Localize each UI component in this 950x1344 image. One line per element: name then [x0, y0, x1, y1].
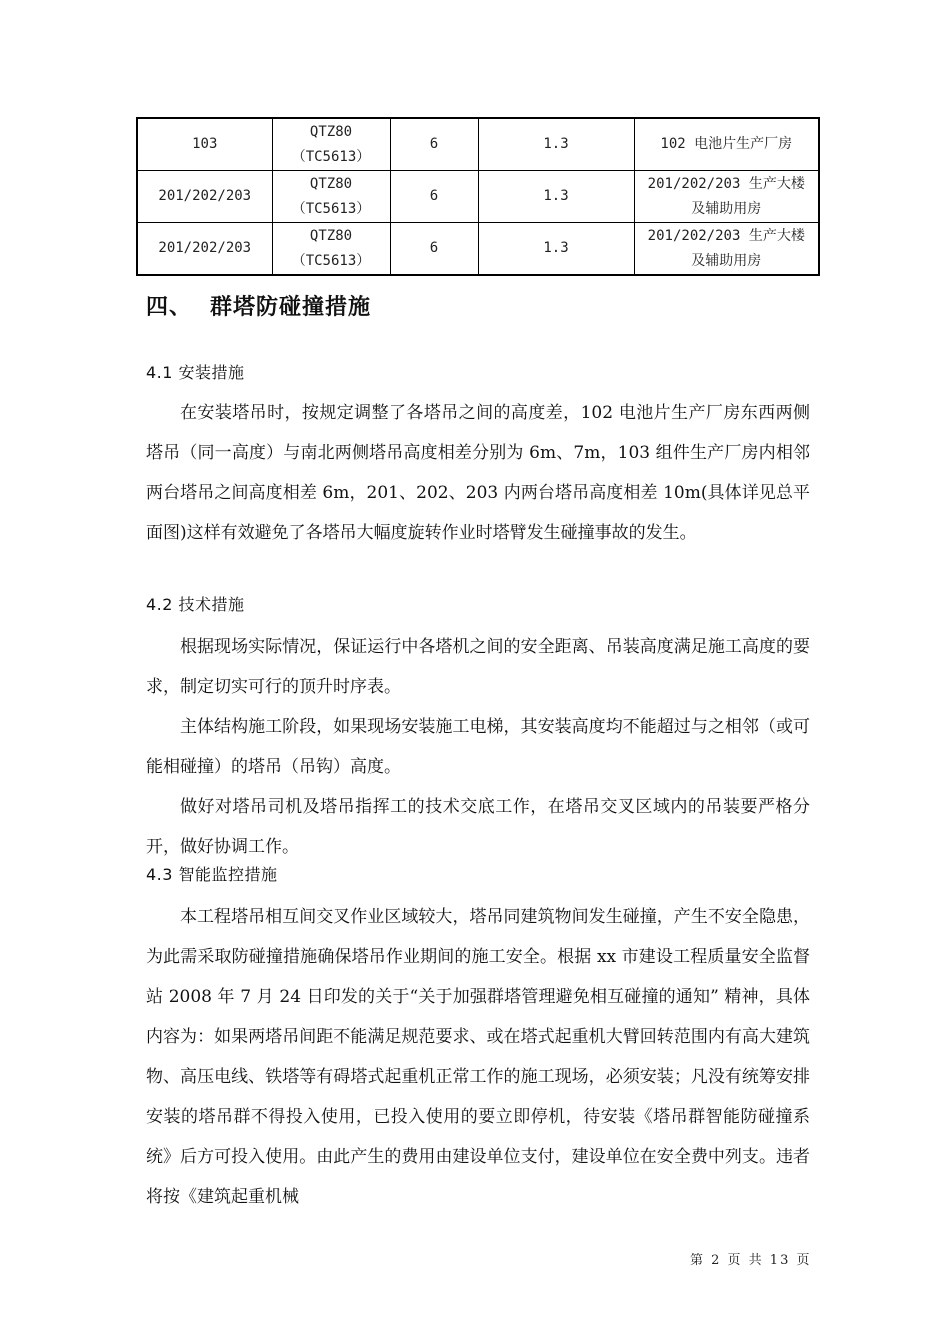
cell-id: 201/202/203	[137, 171, 272, 223]
use-line: 201/202/203 生产大楼	[647, 175, 805, 192]
cell-qty: 6	[390, 118, 478, 171]
table-row	[137, 118, 819, 171]
crane-table	[136, 117, 820, 276]
section-number: 四、	[146, 295, 193, 320]
cell-value: 1.3	[478, 118, 634, 171]
use-line: 及辅助用房	[691, 252, 762, 269]
model-code: （TC5613）	[291, 200, 371, 217]
section-title: 群塔防碰撞措施	[210, 295, 372, 320]
cell-value: 1.3	[478, 171, 634, 223]
cell-use	[634, 171, 819, 223]
section-heading	[146, 290, 371, 321]
paragraph-tech-1: 根据现场实际情况，保证运行中各塔机之间的安全距离、吊装高度满足施工高度的要求，制定切实可行的顶升时序表。	[146, 637, 810, 697]
subsection-title-4-1: 4.1 安装措施	[146, 363, 245, 382]
cell-use	[634, 223, 819, 276]
cell-qty: 6	[390, 223, 478, 276]
use-line: 及辅助用房	[691, 200, 762, 217]
cell-id: 103	[137, 118, 272, 171]
cell-model	[272, 223, 390, 276]
paragraph-tech-3: 做好对塔吊司机及塔吊指挥工的技术交底工作，在塔吊交叉区域内的吊装要严格分开，做好协调工作。	[146, 797, 810, 857]
cell-qty: 6	[390, 171, 478, 223]
use-line: 201/202/203 生产大楼	[647, 227, 805, 244]
cell-use	[634, 118, 819, 171]
table-row	[137, 223, 819, 276]
table-row	[137, 171, 819, 223]
model-name: QTZ80	[309, 175, 353, 192]
subsection-title-4-2: 4.2 技术措施	[146, 595, 245, 614]
cell-value: 1.3	[478, 223, 634, 276]
page-footer: 第 2 页 共 13 页	[690, 1253, 812, 1268]
cell-model	[272, 171, 390, 223]
cell-id: 201/202/203	[137, 223, 272, 276]
paragraph-install: 在安装塔吊时，按规定调整了各塔吊之间的高度差，102 电池片生产厂房东西两侧塔吊（同一高度）与南北两侧塔吊高度相差分别为 6m、7m，103 组件生产厂房内相邻两台塔吊之间高度相差 6m，201、202、203 内两台塔吊高度相差 10m(具体详见总平面图)这样有效避免了各塔吊大幅度旋转作业时塔臂发生碰撞事故的发生。	[146, 403, 810, 543]
model-code: （TC5613）	[291, 148, 371, 165]
model-name: QTZ80	[309, 227, 353, 244]
paragraph-tech-2: 主体结构施工阶段，如果现场安装施工电梯，其安装高度均不能超过与之相邻（或可能相碰撞）的塔吊（吊钩）高度。	[146, 717, 810, 777]
paragraph-monitor: 本工程塔吊相互间交叉作业区域较大，塔吊同建筑物间发生碰撞，产生不安全隐患，为此需采取防碰撞措施确保塔吊作业期间的施工安全。根据 xx 市建设工程质量安全监督站 2008 年 7 月 24 日印发的关于“关于加强群塔管理避免相互碰撞的通知” 精神，具体内容为：如果两塔吊间距不能满足规范要求、或在塔式起重机大臂回转范围内有高大建筑物、高压电线、铁塔等有碍塔式起重机正常工作的施工现场，必须安装；凡没有统筹安排安装的塔吊群不得投入使用，已投入使用的要立即停机，待安装《塔吊群智能防碰撞系统》后方可投入使用。由此产生的费用由建设单位支付，建设单位在安全费中列支。违者将按《建筑起重机械	[146, 907, 810, 1207]
cell-model	[272, 118, 390, 171]
model-name: QTZ80	[309, 123, 353, 140]
model-code: （TC5613）	[291, 252, 371, 269]
use-line: 102 电池片生产厂房	[660, 136, 793, 152]
subsection-title-4-3: 4.3 智能监控措施	[146, 865, 278, 884]
